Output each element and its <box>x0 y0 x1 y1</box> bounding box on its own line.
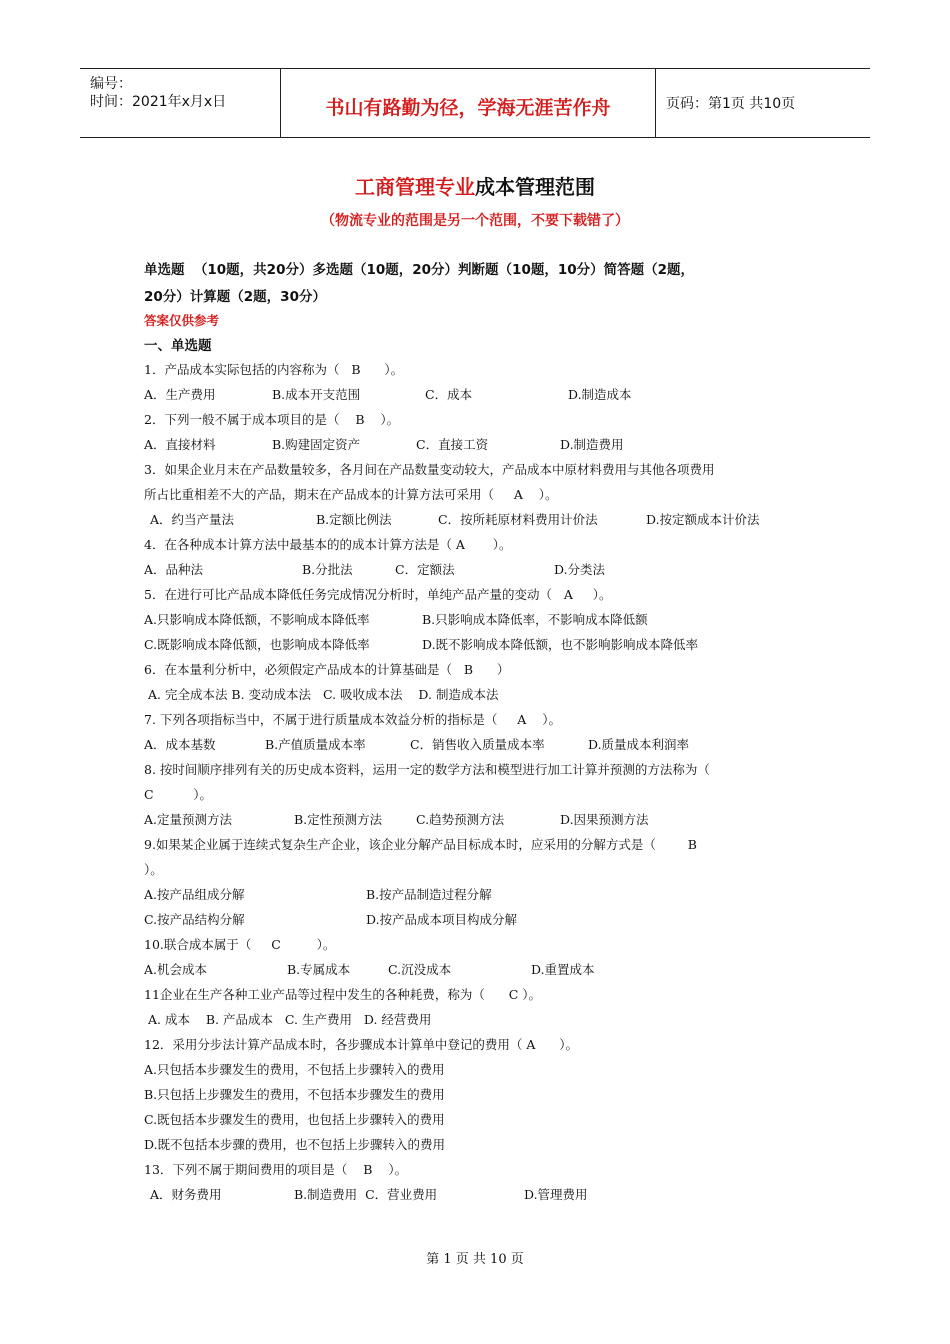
q2-option-d: D.制造费用 <box>560 437 624 452</box>
q3-option-c: C．按所耗原材料费用计价法 <box>438 512 598 527</box>
header-motto-cell <box>281 69 656 137</box>
document-title <box>0 171 950 200</box>
q2-option-c: C．直接工资 <box>416 437 489 452</box>
q4-option-a: A．品种法 <box>144 562 204 577</box>
q12-option-a: A.只包括本步骤发生的费用，不包括上步骤转入的费用 <box>144 1062 445 1077</box>
question-1: 1．产品成本实际包括的内容称为（ B ）。 <box>144 362 404 377</box>
q10-option-a: A.机会成本 <box>144 962 208 977</box>
q2-option-a: A．直接材料 <box>144 437 216 452</box>
motto: 书山有路勤为径，学海无涯苦作舟 <box>325 97 611 119</box>
intro-line-2: 20分）计算题（2题，30分） <box>144 289 326 305</box>
q6-options: A. 完全成本法 B. 变动成本法 C. 吸收成本法 D. 制造成本法 <box>144 687 499 702</box>
q5-option-b: B.只影响成本降低率，不影响成本降低额 <box>422 612 648 627</box>
number-label: 编号： <box>90 76 132 92</box>
q9-option-c: C.按产品结构分解 <box>144 912 245 927</box>
page-footer: 第 1 页 共 10 页 <box>426 1252 524 1267</box>
question-12: 12．采用分步法计算产品成本时，各步骤成本计算单中登记的费用（ A ）。 <box>144 1037 578 1052</box>
q1-option-c: C．成本 <box>425 387 473 402</box>
header-info-cell <box>80 69 281 137</box>
q5-option-c: C.既影响成本降低额，也影响成本降低率 <box>144 637 370 652</box>
question-2: 2．下列一般不属于成本项目的是（ B ）。 <box>144 412 400 427</box>
q13-option-d: D.管理费用 <box>524 1187 588 1202</box>
question-10: 10.联合成本属于（ C ）。 <box>144 937 336 952</box>
q1-option-d: D.制造成本 <box>568 387 632 402</box>
question-9-line-1: 9.如果某企业属于连续式复杂生产企业，该企业分解产品目标成本时，应采用的分解方式是（ B <box>144 837 697 852</box>
question-6: 6．在本量利分析中，必须假定产品成本的计算基础是（ B ） <box>144 662 510 677</box>
q5-option-d: D.既不影响成本降低额，也不影响影响成本降低率 <box>422 637 699 652</box>
q1-option-a: A．生产费用 <box>144 387 216 402</box>
q3-option-b: B.定额比例法 <box>316 512 392 527</box>
q4-option-d: D.分类法 <box>554 562 606 577</box>
title-black-part: 成本管理范围 <box>475 175 595 199</box>
q10-option-d: D.重置成本 <box>531 962 595 977</box>
q12-option-b: B.只包括上步骤发生的费用，不包括本步骤发生的费用 <box>144 1087 445 1102</box>
q13-option-a: A．财务费用 <box>150 1187 222 1202</box>
q8-option-c: C.趋势预测方法 <box>416 812 505 827</box>
q12-option-c: C.既包括本步骤发生的费用，也包括上步骤转入的费用 <box>144 1112 445 1127</box>
question-8-line-2: C ）。 <box>144 787 213 802</box>
q10-option-b: B.专属成本 <box>287 962 351 977</box>
header-page-cell <box>656 69 870 137</box>
q8-option-b: B.定性预测方法 <box>294 812 383 827</box>
q13-option-bc: B.制造费用 C．营业费用 <box>294 1187 438 1202</box>
question-7: 7. 下列各项指标当中，不属于进行质量成本效益分析的指标是（ A ）。 <box>144 712 561 727</box>
question-13: 13．下列不属于期间费用的项目是（ B ）。 <box>144 1162 408 1177</box>
question-4: 4．在各种成本计算方法中最基本的的成本计算方法是（ A ）。 <box>144 537 512 552</box>
q4-option-c: C．定额法 <box>395 562 455 577</box>
time-label: 时间：2021年x月x日 <box>90 94 227 110</box>
question-3-line-2: 所占比重相差不大的产品，期末在产品成本的计算方法可采用（ A ）。 <box>144 487 558 502</box>
question-11: 11企业在生产各种工业产品等过程中发生的各种耗费，称为（ C ）。 <box>144 987 542 1002</box>
q9-option-b: B.按产品制造过程分解 <box>366 887 492 902</box>
q8-option-a: A.定量预测方法 <box>144 812 233 827</box>
document-subtitle: （物流专业的范围是另一个范围，不要下载错了） <box>321 213 629 229</box>
answer-note: 答案仅供参考 <box>144 313 220 328</box>
question-9-line-2: ）。 <box>144 862 163 877</box>
q3-option-a: A．约当产量法 <box>150 512 235 527</box>
q5-option-a: A.只影响成本降低额，不影响成本降低率 <box>144 612 370 627</box>
q7-option-b: B.产值质量成本率 <box>265 737 366 752</box>
question-3-line-1: 3．如果企业月末在产品数量较多，各月间在产品数量变动较大，产品成本中原材料费用与其他各项费用 <box>144 462 715 477</box>
q4-option-b: B.分批法 <box>302 562 353 577</box>
q1-option-b: B.成本开支范围 <box>272 387 361 402</box>
q10-option-c: C.沉没成本 <box>388 962 452 977</box>
section-heading: 一、单选题 <box>144 338 212 354</box>
q12-option-d: D.既不包括本步骤的费用，也不包括上步骤转入的费用 <box>144 1137 446 1152</box>
q3-option-d: D.按定额成本计价法 <box>646 512 760 527</box>
q9-option-d: D.按产品成本项目构成分解 <box>366 912 518 927</box>
q2-option-b: B.购建固定资产 <box>272 437 361 452</box>
q8-option-d: D.因果预测方法 <box>560 812 649 827</box>
q7-option-a: A．成本基数 <box>144 737 216 752</box>
q7-option-d: D.质量成本利润率 <box>588 737 690 752</box>
question-8-line-1: 8. 按时间顺序排列有关的历史成本资料，运用一定的数学方法和模型进行加工计算并预测的方法称为（ <box>144 762 710 777</box>
page-label: 页码：第1页 共10页 <box>666 96 796 112</box>
header-table <box>80 68 870 138</box>
question-5: 5．在进行可比产品成本降低任务完成情况分析时，单纯产品产量的变动（ A ）。 <box>144 587 612 602</box>
q11-options: A. 成本 B. 产品成本 C. 生产费用 D. 经营费用 <box>144 1012 432 1027</box>
intro-line-1: 单选题 （10题，共20分）多选题（10题，20分）判断题（10题，10分）简答题（2题， <box>144 262 695 278</box>
q9-option-a: A.按产品组成分解 <box>144 887 245 902</box>
title-red-part: 工商管理专业 <box>355 175 475 199</box>
q7-option-c: C．销售收入质量成本率 <box>410 737 545 752</box>
